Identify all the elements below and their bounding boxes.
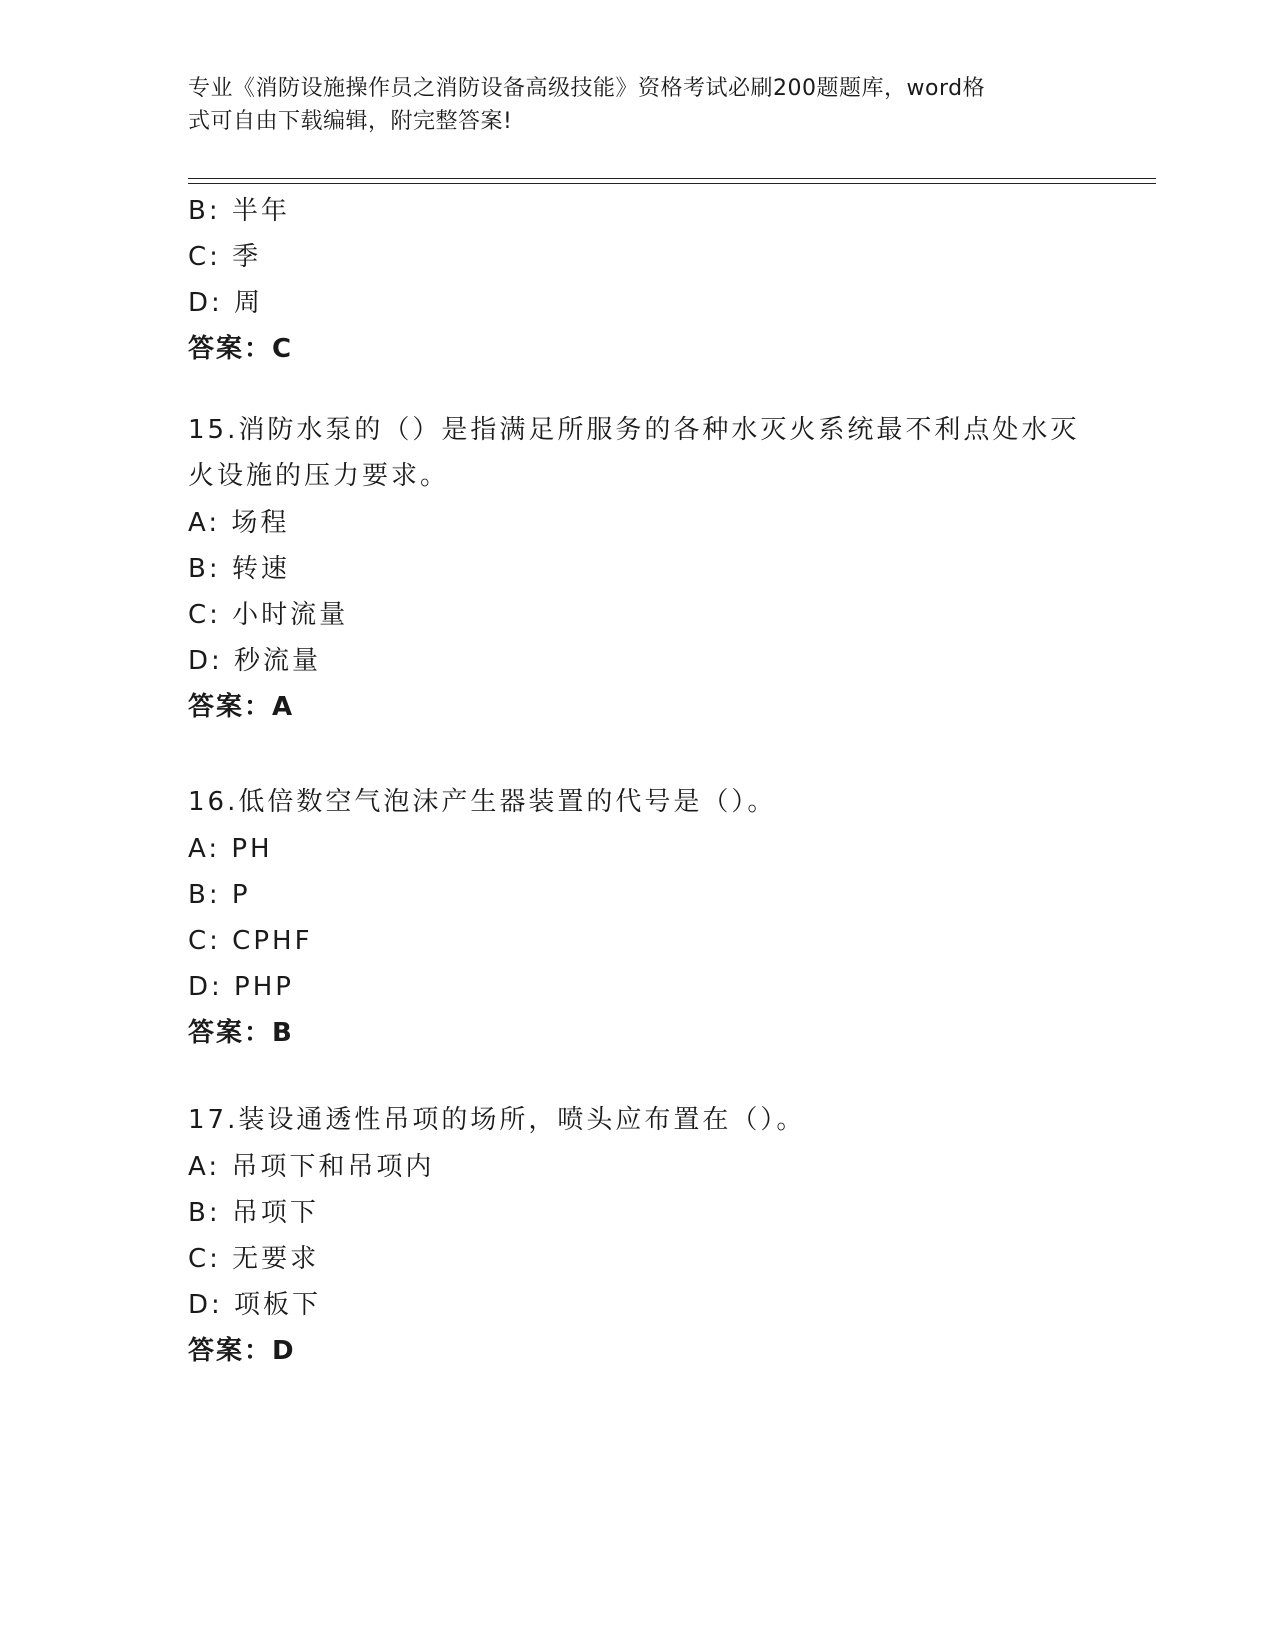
question-15 (188, 408, 1088, 730)
option-d: D: 项板下 (188, 1290, 322, 1320)
answer: 答案：D (188, 1336, 296, 1366)
question-text-line-1: 16.低倍数空气泡沫产生器装置的代号是（）。 (188, 787, 777, 817)
option-d: D: PHP (188, 972, 294, 1002)
question-text-line-1: 17.装设通透性吊项的场所，喷头应布置在（）。 (188, 1105, 806, 1135)
question-17 (188, 1098, 1088, 1374)
header-rule-top (188, 178, 1156, 179)
option-c: C: 小时流量 (188, 600, 349, 630)
option-b: B: 转速 (188, 554, 290, 584)
question-14-tail (188, 188, 1088, 372)
option-c: C: CPHF (188, 926, 313, 956)
option-c: C: 无要求 (188, 1244, 320, 1274)
question-text-line-2: 火设施的压力要求。 (188, 461, 450, 491)
document-header (188, 72, 1088, 138)
option-d: D: 秒流量 (188, 646, 322, 676)
answer: 答案：C (188, 334, 294, 364)
option-b: B: 半年 (188, 196, 290, 226)
option-a: A: PH (188, 834, 273, 864)
answer: 答案：B (188, 1018, 294, 1048)
header-line-1: 专业《消防设施操作员之消防设备高级技能》资格考试必刷200题题库，word格 (188, 76, 986, 101)
answer: 答案：A (188, 692, 295, 722)
option-a: A: 吊项下和吊项内 (188, 1152, 435, 1182)
option-d: D: 周 (188, 288, 264, 318)
option-a: A: 场程 (188, 508, 290, 538)
header-line-2: 式可自由下载编辑，附完整答案! (188, 109, 513, 134)
option-c: C: 季 (188, 242, 262, 272)
question-16 (188, 780, 1088, 1056)
header-rule-bottom (188, 183, 1156, 184)
option-b: B: 吊项下 (188, 1198, 319, 1228)
question-text-line-1: 15.消防水泵的（）是指满足所服务的各种水灭火系统最不利点处水灭 (188, 415, 1080, 445)
option-b: B: P (188, 880, 251, 910)
